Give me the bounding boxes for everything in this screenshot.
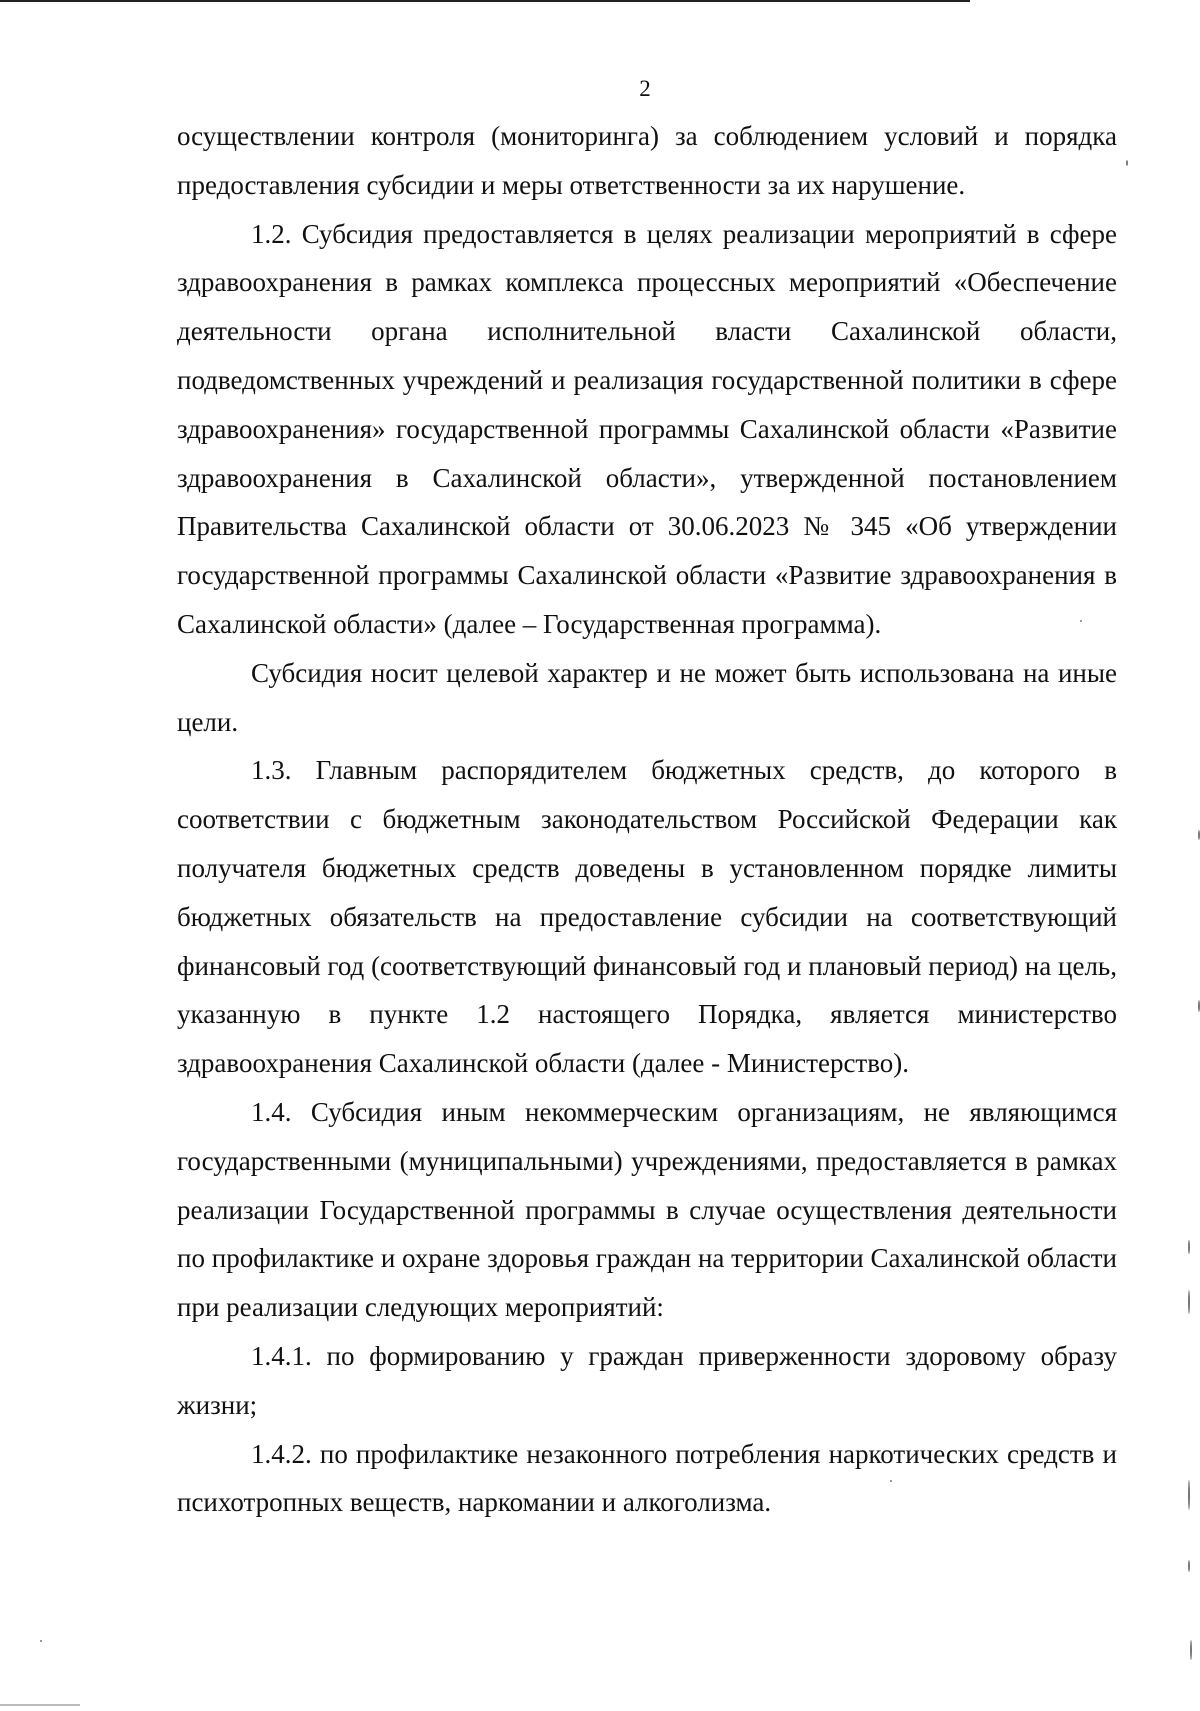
scan-speck (1126, 160, 1128, 166)
paragraph-1-4-2: 1.4.2. по профилактике незаконного потребления наркотических средств и психотропных веществ, наркомании и алкоголизма. (177, 1438, 1117, 1518)
scan-bottom-mark (0, 1704, 80, 1706)
paragraph-1-3: 1.3. Главным распорядителем бюджетных средств, до которого в соответствии с бюджетным законодательством Российской Федерации как получателя бюджетных средств доведены в установленном порядке лимиты бюджетных обязательств на предоставление субсидии на соответствующий финансовый год (соответствующий финансовый год и плановый период) на цель, указанную в пункте 1.2 настоящего Порядка, является министерство здравоохранения Сахалинской области (далее - Министерство). (177, 755, 1117, 1079)
scan-speck (1080, 620, 1082, 622)
scan-speck (890, 1480, 892, 1482)
scan-speck (1190, 1640, 1192, 1660)
scan-top-edge (0, 0, 970, 2)
scan-speck (1188, 1560, 1190, 1572)
scan-speck (1188, 1480, 1190, 1510)
scan-speck (40, 1640, 42, 1642)
scan-speck (1188, 1240, 1190, 1254)
paragraph-1-4: 1.4. Субсидия иным некоммерческим организациям, не являющимся государственными (муниципальными) учреждениями, предоставляется в рамках реализации Государственной программы в случае осуществления деятельности по профилактике и охране здоровья граждан на территории Сахалинской области при реализации следующих мероприятий: (177, 1096, 1117, 1323)
paragraph-1-4-1: 1.4.1. по формированию у граждан приверженности здоровому образу жизни; (177, 1340, 1117, 1420)
paragraph-subsidy-purpose: Субсидия носит целевой характер и не может быть использована на иные цели. (177, 657, 1117, 737)
paragraph-intro-continuation: осуществлении контроля (мониторинга) за соблюдением условий и порядка предоставления субсидии и меры ответственности за их нарушение. (177, 121, 1117, 200)
paragraph-1-2: 1.2. Субсидия предоставляется в целях реализации мероприятий в сфере здравоохранения в рамках комплекса процессных мероприятий «Обеспечение деятельности органа исполнительной власти Сахалинской области, подведомственных учреждений и реализация государственной политики в сфере здравоохранения» государственной программы Сахалинской области «Развитие здравоохранения в Сахалинской области», утвержденной постановлением Правительства Сахалинской области от 30.06.2023 № 345 «Об утверждении государственной программы Сахалинской области «Развитие здравоохранения в Сахалинской области» (далее – Государственная программа). (177, 218, 1117, 639)
page-number: 2 (639, 76, 651, 101)
document-body (177, 112, 1117, 1527)
scan-speck (1188, 1290, 1190, 1314)
